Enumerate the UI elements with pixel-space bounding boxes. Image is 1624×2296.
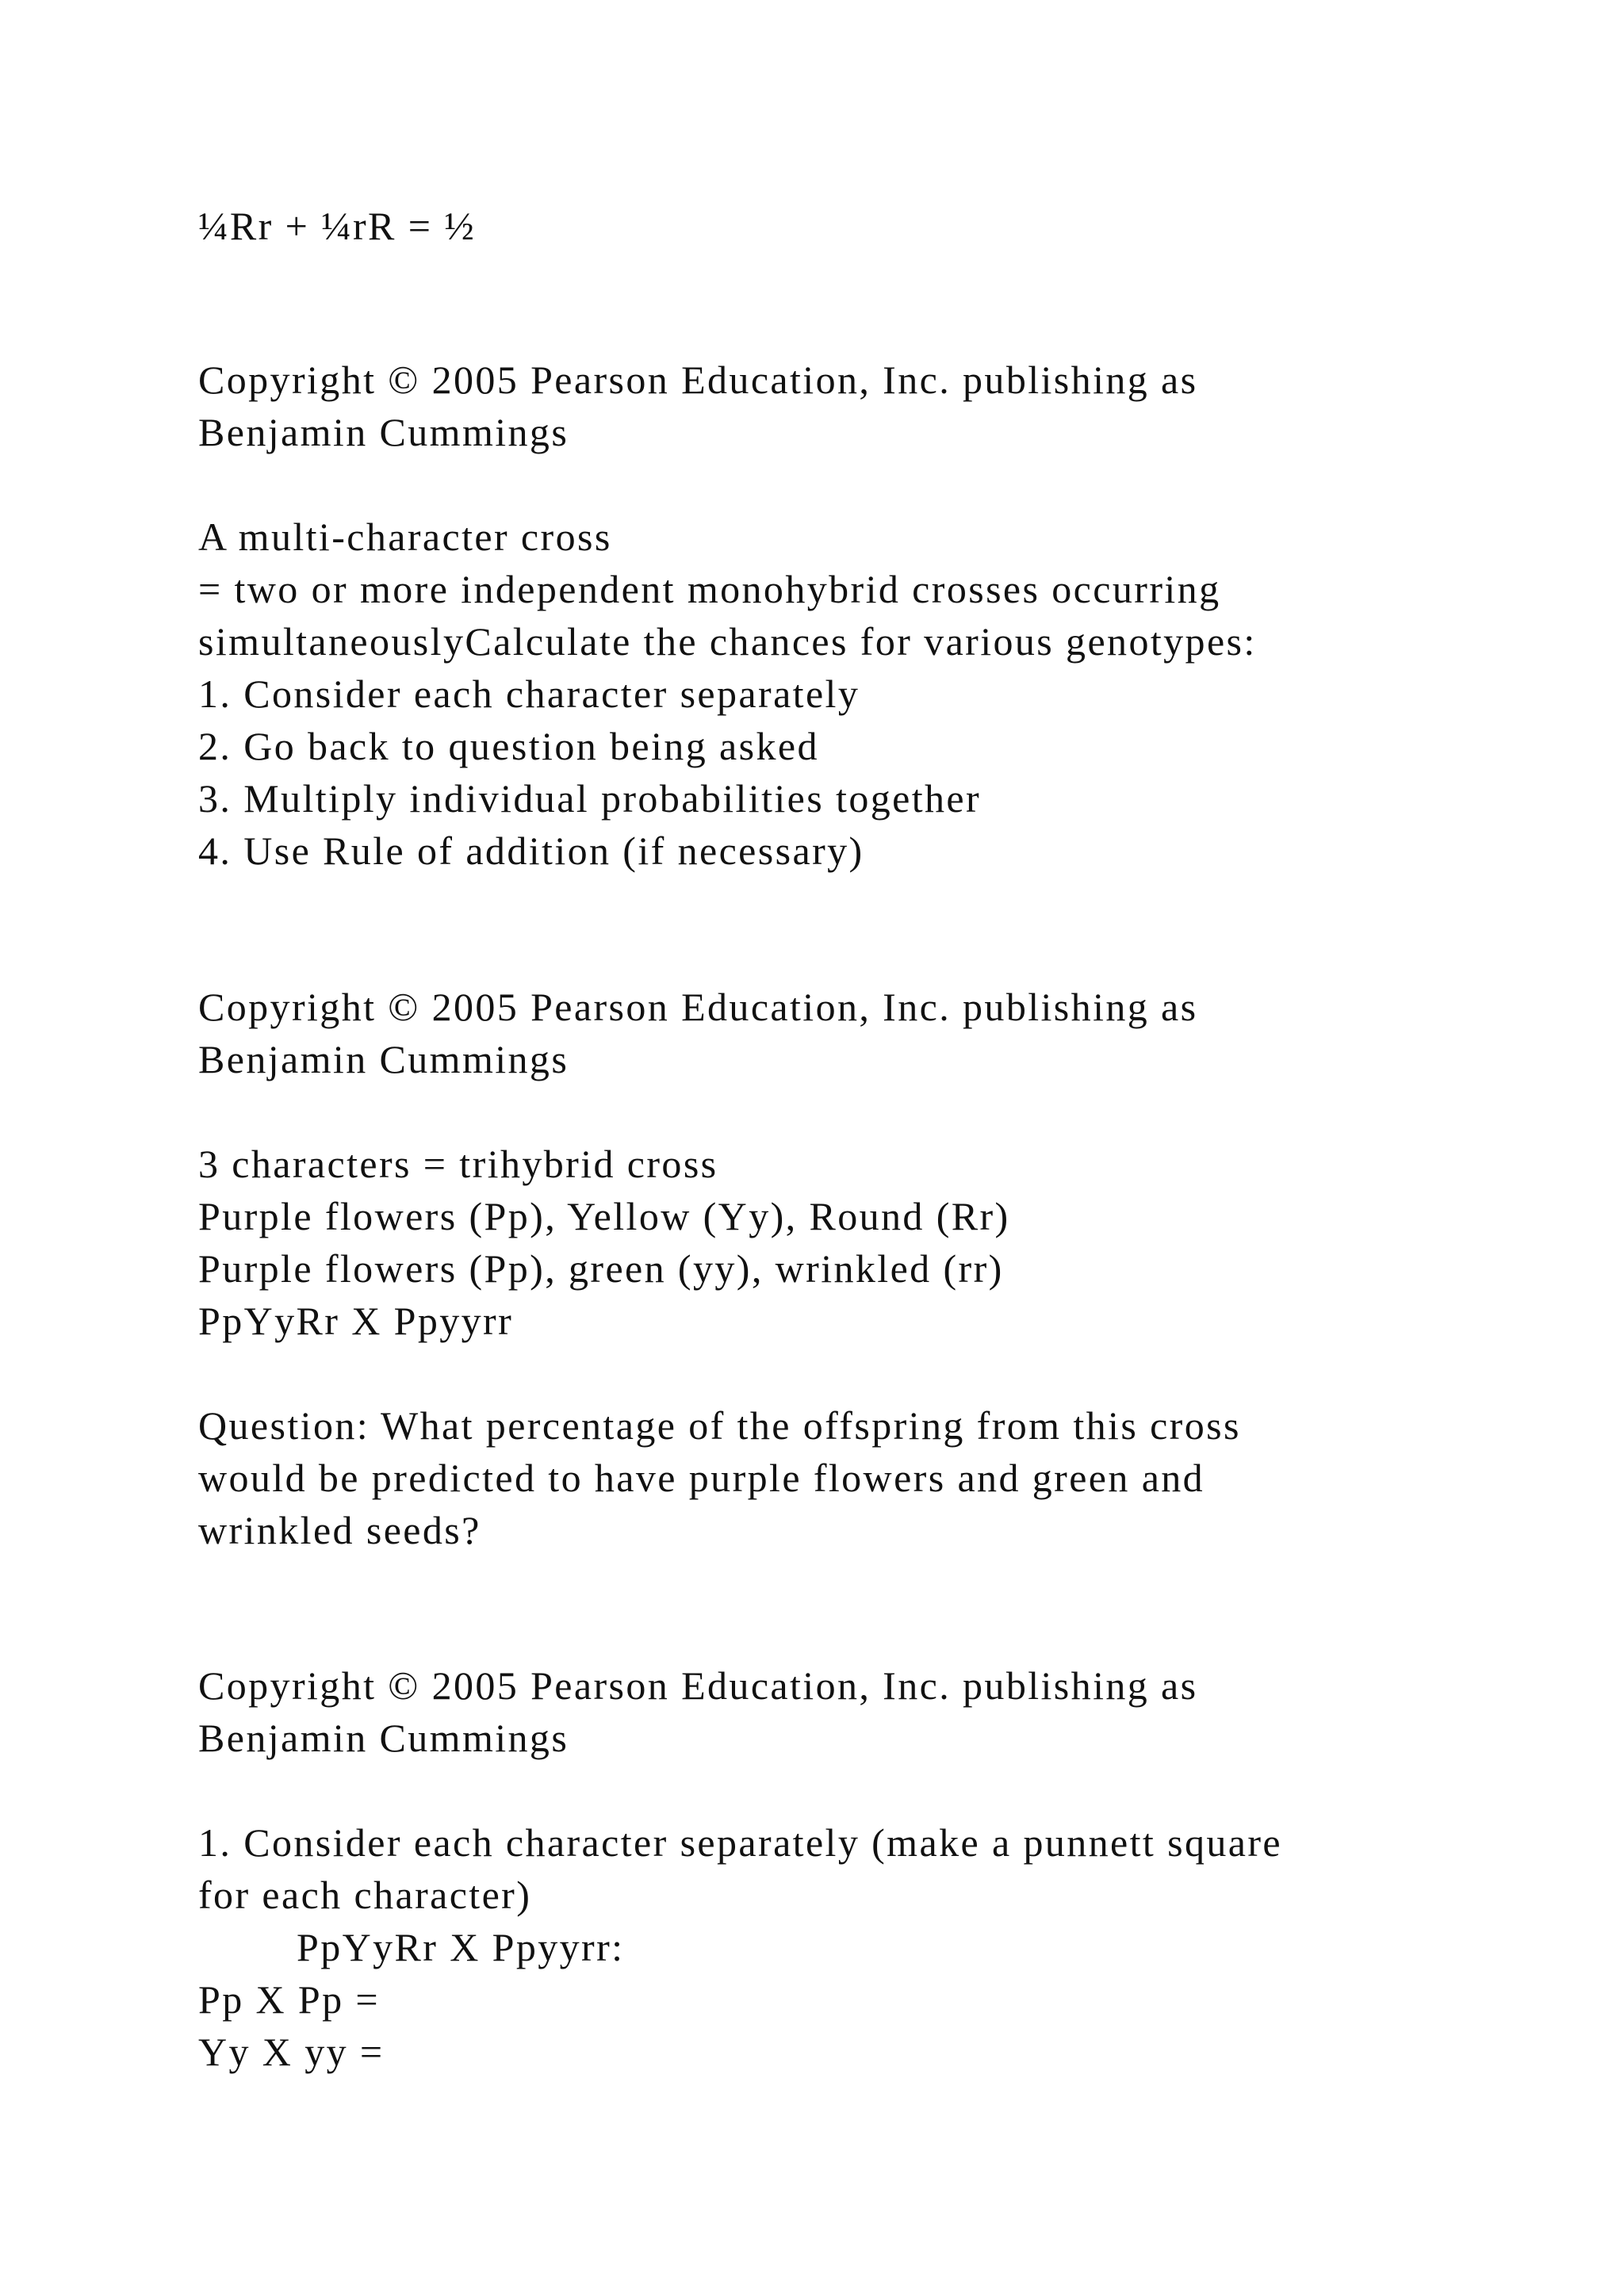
- copyright-line: Copyright © 2005 Pearson Education, Inc. publishing as: [198, 1663, 1198, 1708]
- step-1-line: 1. Consider each character separately: [198, 672, 860, 716]
- parent-1-traits: Purple flowers (Pp), Yellow (Yy), Round (Rr): [198, 1194, 1010, 1238]
- parent-2-traits: Purple flowers (Pp), green (yy), wrinkled (rr): [198, 1246, 1004, 1291]
- step-2-line: 2. Go back to question being asked: [198, 724, 819, 768]
- definition-line: = two or more independent monohybrid crosses occurring: [198, 567, 1221, 611]
- pp-cross-line: Pp X Pp =: [198, 1977, 381, 2022]
- copyright-line: Copyright © 2005 Pearson Education, Inc. publishing as: [198, 985, 1198, 1029]
- question-continuation-line: would be predicted to have purple flowers and green and: [198, 1456, 1205, 1500]
- cross-notation: PpYyRr X Ppyyrr: [198, 1299, 514, 1343]
- copyright-publisher-line: Benjamin Cummings: [198, 1716, 569, 1760]
- question-end-line: wrinkled seeds?: [198, 1508, 481, 1552]
- definition-continuation-line: simultaneouslyCalculate the chances for various genotypes:: [198, 619, 1257, 664]
- step-1-detail-line: 1. Consider each character separately (make a punnett square: [198, 1820, 1283, 1865]
- step-4-line: 4. Use Rule of addition (if necessary): [198, 828, 864, 873]
- heading-multi-character-cross: A multi-character cross: [198, 515, 612, 559]
- step-1-detail-continuation: for each character): [198, 1873, 532, 1917]
- copyright-publisher-line: Benjamin Cummings: [198, 410, 569, 454]
- step-3-line: 3. Multiply individual probabilities together: [198, 776, 982, 821]
- trihybrid-heading: 3 characters = trihybrid cross: [198, 1142, 718, 1186]
- question-line: Question: What percentage of the offspring from this cross: [198, 1403, 1241, 1448]
- copyright-publisher-line: Benjamin Cummings: [198, 1037, 569, 1081]
- copyright-line: Copyright © 2005 Pearson Education, Inc. publishing as: [198, 358, 1198, 402]
- yy-cross-line: Yy X yy =: [198, 2030, 385, 2074]
- probability-sum-line: ¼Rr + ¼rR = ½: [198, 204, 477, 248]
- cross-notation-indented: PpYyRr X Ppyyrr:: [297, 1925, 625, 1969]
